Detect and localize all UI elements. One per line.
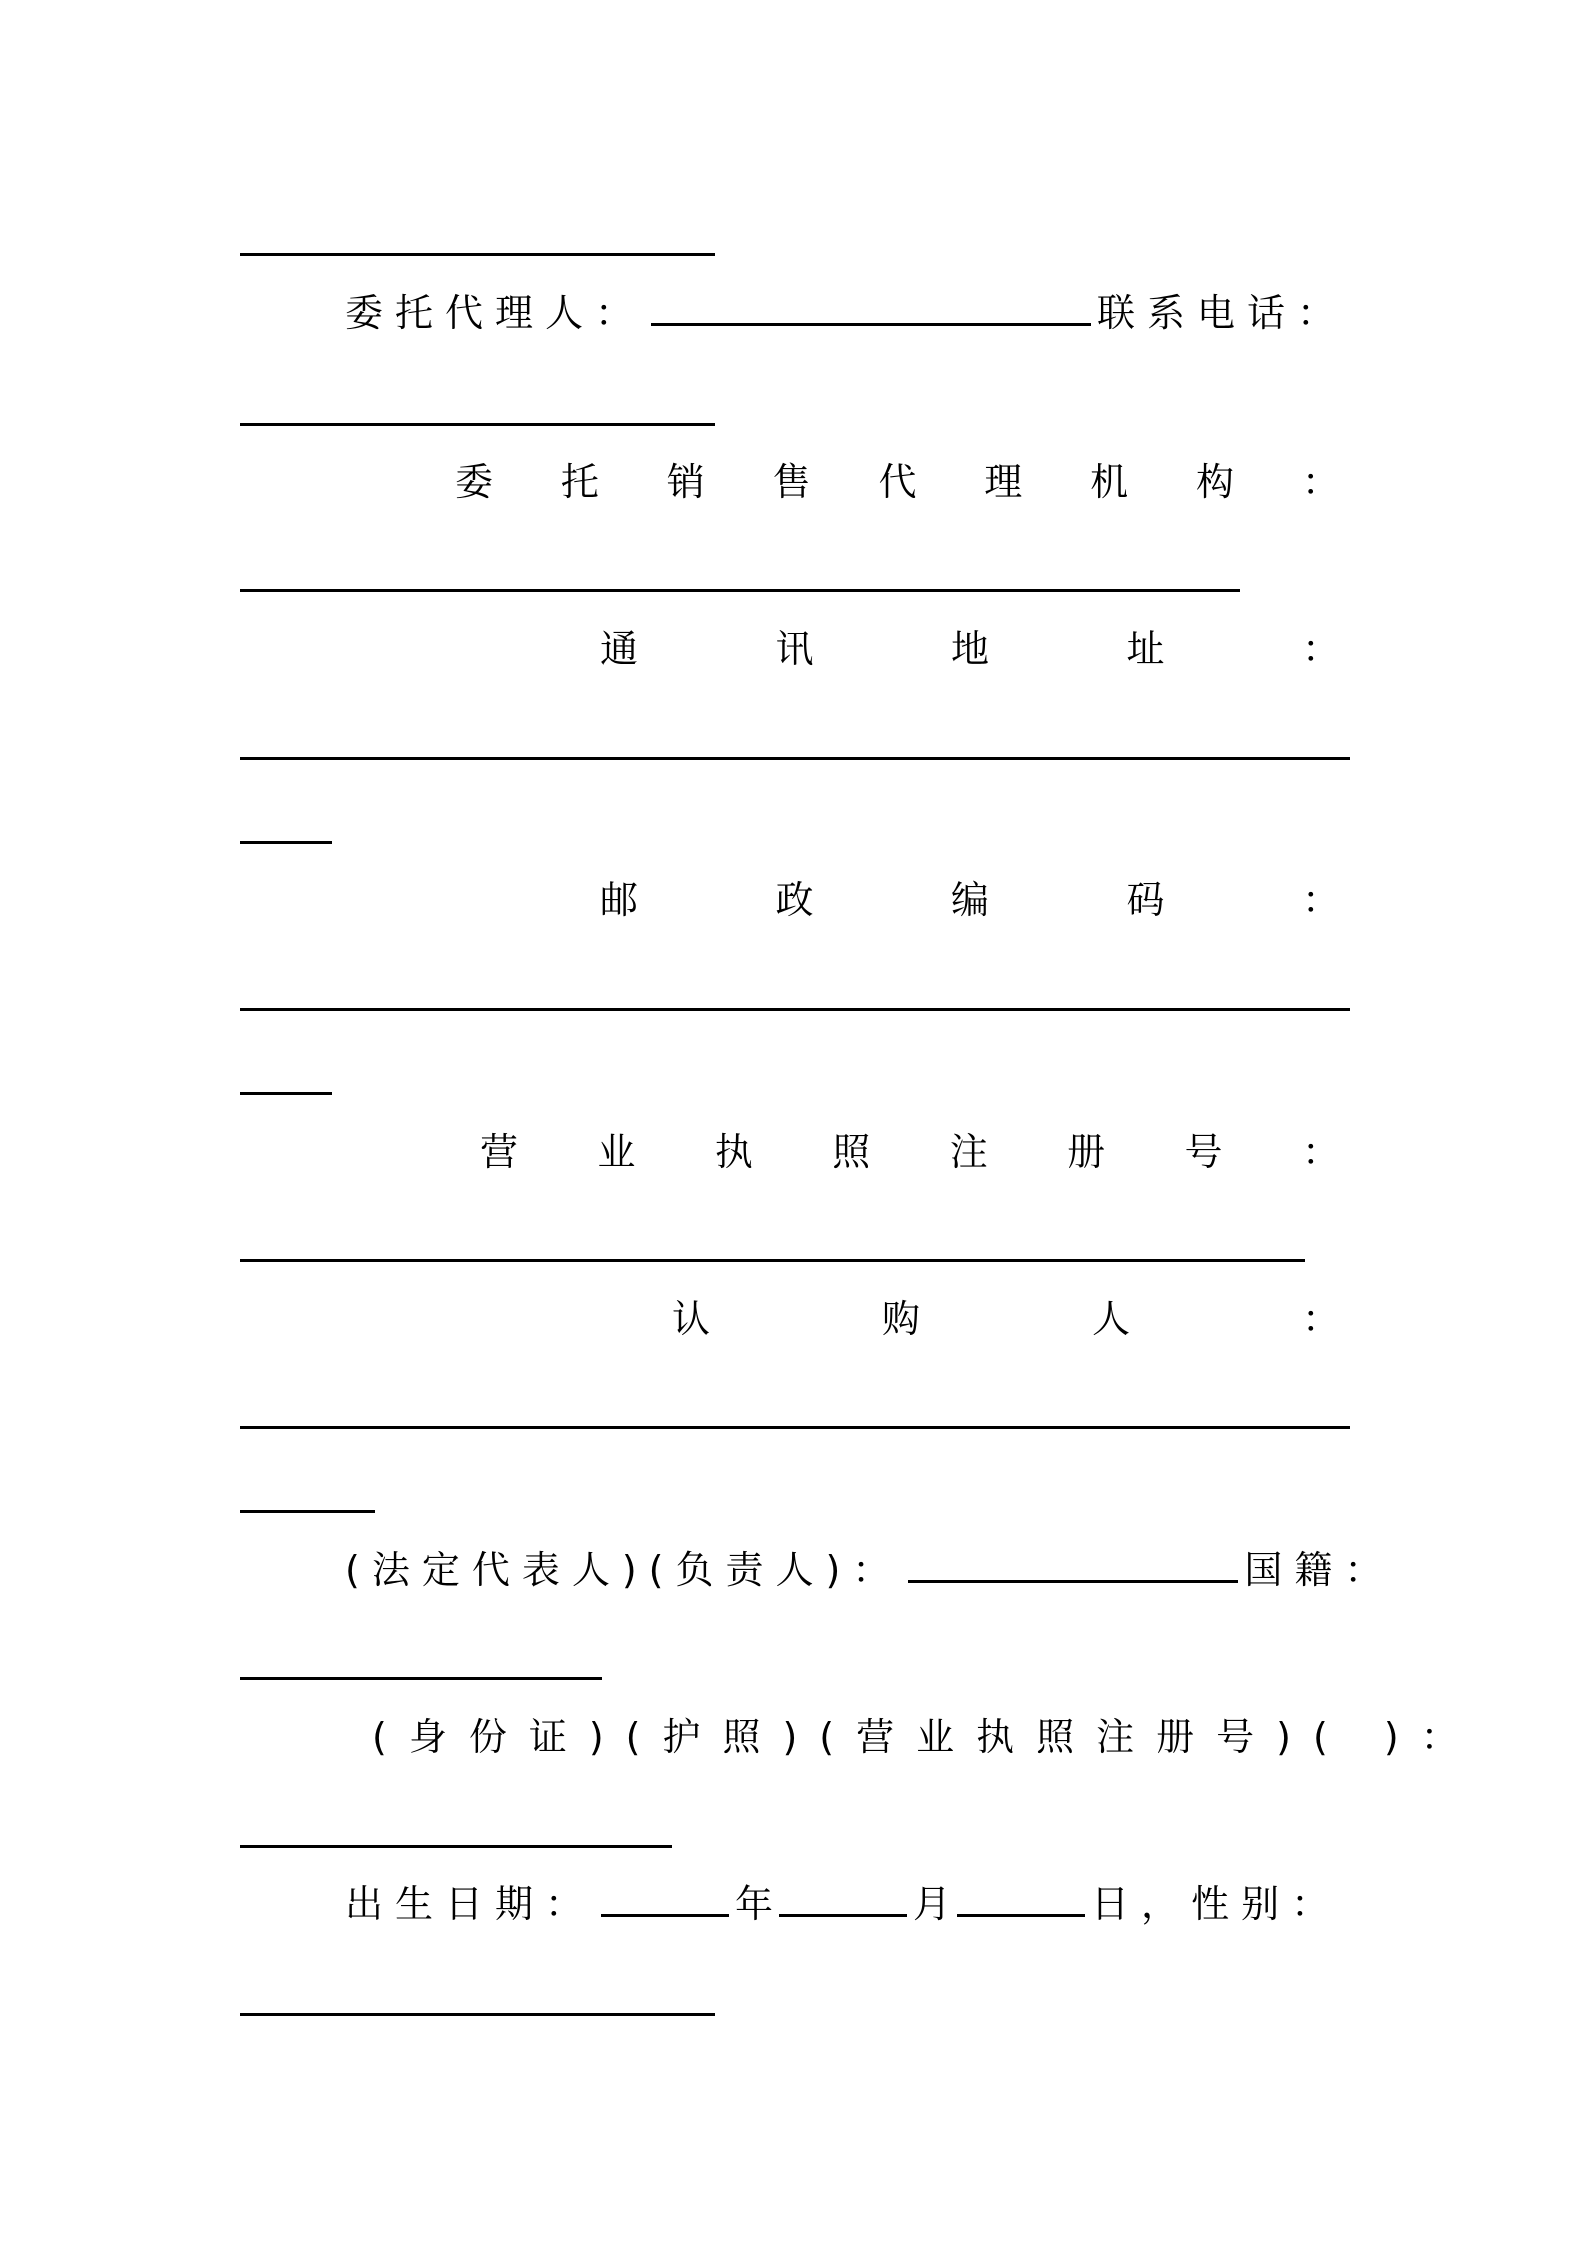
legal-rep-row xyxy=(345,1540,1395,1600)
sales-agency-char: 委 xyxy=(455,460,494,504)
month-blank[interactable] xyxy=(779,1880,907,1917)
buyer-row xyxy=(672,1289,1340,1349)
postal-char: ： xyxy=(1301,878,1340,922)
address-char: ： xyxy=(1301,627,1340,671)
address-char: 地 xyxy=(950,627,989,671)
license-char: 注 xyxy=(949,1130,988,1174)
sales-agency-blank[interactable] xyxy=(240,589,1240,592)
agent-blank[interactable] xyxy=(651,289,1091,326)
address-blank-cont[interactable] xyxy=(240,841,332,844)
address-blank[interactable] xyxy=(240,757,1350,760)
legal-rep-blank[interactable] xyxy=(908,1546,1238,1583)
agent-label: 委托代理人： xyxy=(345,291,646,335)
address-char: 址 xyxy=(1126,627,1165,671)
buyer-char: 认 xyxy=(672,1297,711,1341)
postal-blank[interactable] xyxy=(240,1008,1350,1011)
buyer-char: 人 xyxy=(1091,1297,1130,1341)
buyer-char: ： xyxy=(1301,1297,1340,1341)
legal-rep-label: (法定代表人)(负责人)： xyxy=(345,1548,903,1592)
agent-row xyxy=(345,283,1348,343)
blank-rule-top xyxy=(240,253,715,256)
gender-label: 性别： xyxy=(1191,1882,1342,1926)
postal-blank-cont[interactable] xyxy=(240,1092,332,1095)
sales-agency-char: 托 xyxy=(560,460,599,504)
address-char: 通 xyxy=(600,627,639,671)
id-row xyxy=(372,1707,1481,1767)
buyer-blank-cont[interactable] xyxy=(240,1510,375,1513)
day-blank[interactable] xyxy=(957,1880,1085,1917)
nationality-label: 国籍： xyxy=(1244,1548,1395,1592)
sales-agency-char: 理 xyxy=(984,460,1023,504)
license-char: 册 xyxy=(1067,1130,1106,1174)
year-blank[interactable] xyxy=(601,1880,729,1917)
sales-agency-row xyxy=(455,452,1340,512)
day-label: 日， xyxy=(1091,1882,1192,1926)
postal-char: 邮 xyxy=(600,878,639,922)
month-label: 月 xyxy=(913,1882,952,1926)
address-row xyxy=(600,619,1340,679)
birth-row xyxy=(345,1874,1340,1934)
license-char: 照 xyxy=(832,1130,871,1174)
license-char: ： xyxy=(1301,1130,1340,1174)
sales-agency-char: 代 xyxy=(878,460,917,504)
license-char: 营 xyxy=(480,1130,519,1174)
year-label: 年 xyxy=(735,1882,774,1926)
address-char: 讯 xyxy=(775,627,814,671)
buyer-blank[interactable] xyxy=(240,1426,1350,1429)
postal-char: 码 xyxy=(1126,878,1165,922)
postal-char: 编 xyxy=(950,878,989,922)
sales-agency-char: 销 xyxy=(666,460,705,504)
sales-agency-char: 售 xyxy=(772,460,811,504)
license-char: 业 xyxy=(597,1130,636,1174)
license-char: 执 xyxy=(714,1130,753,1174)
id-blank[interactable] xyxy=(240,1845,672,1848)
license-row xyxy=(480,1122,1340,1182)
license-char: 号 xyxy=(1184,1130,1223,1174)
buyer-char: 购 xyxy=(881,1297,920,1341)
phone-label: 联系电话： xyxy=(1097,291,1348,335)
sales-agency-char: 机 xyxy=(1090,460,1129,504)
id-label: (身份证)(护照)(营业执照注册号)( )： xyxy=(372,1715,1481,1759)
birth-label: 出生日期： xyxy=(345,1882,596,1926)
gender-blank[interactable] xyxy=(240,2013,715,2016)
nationality-blank[interactable] xyxy=(240,1677,602,1680)
postal-char: 政 xyxy=(775,878,814,922)
postal-row xyxy=(600,870,1340,930)
phone-blank[interactable] xyxy=(240,423,715,426)
sales-agency-char: 构 xyxy=(1196,460,1235,504)
sales-agency-char: ： xyxy=(1301,460,1340,504)
license-blank[interactable] xyxy=(240,1259,1305,1262)
